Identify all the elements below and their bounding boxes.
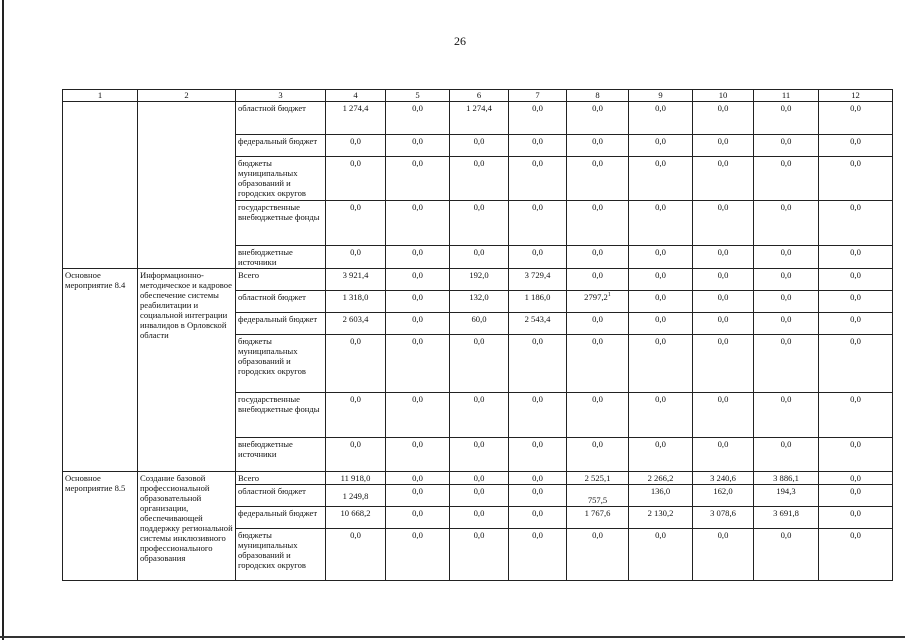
value-cell: 0,0: [450, 135, 509, 157]
value-cell: 60,0: [450, 313, 509, 335]
value-cell: 0,0: [819, 313, 893, 335]
value-cell: 0,0: [754, 246, 819, 269]
left-margin-rule: [2, 0, 4, 640]
value-cell: 0,0: [326, 246, 386, 269]
column-header: 5: [386, 90, 450, 102]
funding-source: Всего: [236, 472, 326, 485]
value-cell: 0,0: [386, 438, 450, 472]
value-cell: 0,0: [693, 102, 754, 135]
column-header: 6: [450, 90, 509, 102]
value-cell-footnoted: [567, 291, 629, 313]
funding-source: областной бюджет: [236, 102, 326, 135]
value-cell: 0,0: [754, 291, 819, 313]
value-cell: 0,0: [567, 313, 629, 335]
value-cell: 757,5: [567, 485, 629, 507]
event-description: Информационно-методическое и кадровое обеспечение системы реабилитации и социальной интеграции инвалидов в Орловской области: [138, 269, 236, 472]
value-cell: 0,0: [629, 269, 693, 291]
value-cell: 1 767,6: [567, 507, 629, 529]
value-cell: 0,0: [754, 313, 819, 335]
value-cell: 10 668,2: [326, 507, 386, 529]
value-cell: 0,0: [629, 438, 693, 472]
value-cell: 0,0: [754, 529, 819, 581]
value-cell: 0,0: [450, 485, 509, 507]
value-cell: 0,0: [509, 507, 567, 529]
column-header: 7: [509, 90, 567, 102]
value-cell: 0,0: [693, 313, 754, 335]
funding-source: областной бюджет: [236, 291, 326, 313]
value-cell: 0,0: [629, 335, 693, 393]
header-row: [63, 90, 893, 102]
column-header: 2: [138, 90, 236, 102]
value-cell: 3 078,6: [693, 507, 754, 529]
value-cell: 0,0: [629, 313, 693, 335]
value-cell: 2 525,1: [567, 472, 629, 485]
value-cell: 0,0: [819, 246, 893, 269]
value-cell: 0,0: [386, 472, 450, 485]
value-cell: 0,0: [509, 529, 567, 581]
value-cell: 0,0: [629, 157, 693, 201]
value-cell: 0,0: [386, 246, 450, 269]
value-cell: 0,0: [386, 291, 450, 313]
value-cell: 0,0: [386, 313, 450, 335]
value-cell: 0,0: [386, 335, 450, 393]
value-cell: 0,0: [326, 529, 386, 581]
value-cell: 0,0: [386, 135, 450, 157]
funding-source: областной бюджет: [236, 485, 326, 507]
value-cell: 0,0: [819, 472, 893, 485]
value-cell: 0,0: [450, 393, 509, 438]
column-header: 1: [63, 90, 138, 102]
value-cell: 0,0: [450, 335, 509, 393]
funding-source: внебюджетные источники: [236, 438, 326, 472]
value-cell: 136,0: [629, 485, 693, 507]
value-cell: 0,0: [567, 269, 629, 291]
value-cell: 0,0: [629, 291, 693, 313]
funding-source: бюджеты муниципальных образований и городских округов: [236, 335, 326, 393]
funding-source: бюджеты муниципальных образований и городских округов: [236, 529, 326, 581]
value-cell: 0,0: [509, 157, 567, 201]
value-cell: 0,0: [386, 157, 450, 201]
value-cell: 0,0: [693, 135, 754, 157]
value-cell: 0,0: [629, 529, 693, 581]
value-cell: 2 130,2: [629, 507, 693, 529]
value-cell: 0,0: [509, 135, 567, 157]
value-cell: 0,0: [326, 438, 386, 472]
value-cell: 0,0: [629, 135, 693, 157]
value-cell: 0,0: [326, 157, 386, 201]
funding-source: федеральный бюджет: [236, 507, 326, 529]
value-cell: 0,0: [819, 135, 893, 157]
value-cell: 162,0: [693, 485, 754, 507]
value-cell: 0,0: [754, 335, 819, 393]
value-cell: 0,0: [693, 529, 754, 581]
funding-source: федеральный бюджет: [236, 135, 326, 157]
footnote-mark: 1: [607, 292, 611, 299]
value-cell: 0,0: [754, 135, 819, 157]
value-cell: 0,0: [629, 201, 693, 246]
value-cell: 2 603,4: [326, 313, 386, 335]
value-cell: 0,0: [819, 507, 893, 529]
value-cell: 0,0: [386, 485, 450, 507]
column-header: 9: [629, 90, 693, 102]
column-header: 11: [754, 90, 819, 102]
column-header: 3: [236, 90, 326, 102]
value-cell: 0,0: [509, 335, 567, 393]
value-cell: 0,0: [693, 157, 754, 201]
table-row: [63, 269, 893, 291]
value-cell: 0,0: [693, 393, 754, 438]
value-cell: 0,0: [754, 157, 819, 201]
value-cell: 0,0: [509, 438, 567, 472]
value-cell: 0,0: [386, 393, 450, 438]
event-number: Основное мероприятие 8.5: [63, 472, 138, 581]
column-header: 8: [567, 90, 629, 102]
value-cell: 3 886,1: [754, 472, 819, 485]
value-cell: 0,0: [693, 438, 754, 472]
value-cell: 0,0: [754, 393, 819, 438]
value-cell: 0,0: [567, 102, 629, 135]
value-cell: 0,0: [819, 485, 893, 507]
column-header: 12: [819, 90, 893, 102]
value-cell: 0,0: [386, 102, 450, 135]
value-cell: 0,0: [629, 393, 693, 438]
value-cell: 192,0: [450, 269, 509, 291]
page-number: 26: [454, 34, 466, 48]
funding-table: [62, 89, 893, 581]
value-cell: 3 691,8: [754, 507, 819, 529]
value-cell: 0,0: [629, 246, 693, 269]
value-cell: 1 318,0: [326, 291, 386, 313]
event-cell-empty: [63, 102, 138, 269]
value-cell: 0,0: [693, 291, 754, 313]
value-cell: 0,0: [567, 393, 629, 438]
value-cell: 0,0: [754, 438, 819, 472]
value-cell: 0,0: [754, 102, 819, 135]
value-cell: 0,0: [567, 335, 629, 393]
funding-source: федеральный бюджет: [236, 313, 326, 335]
value-cell: 0,0: [509, 472, 567, 485]
value-cell: 0,0: [450, 201, 509, 246]
column-header: 4: [326, 90, 386, 102]
value-cell: 0,0: [326, 335, 386, 393]
value-cell: 0,0: [386, 201, 450, 246]
value-cell: 0,0: [754, 269, 819, 291]
value-cell: 0,0: [819, 201, 893, 246]
value-cell: 0,0: [509, 485, 567, 507]
funding-source: бюджеты муниципальных образований и городских округов: [236, 157, 326, 201]
event-number: Основное мероприятие 8.4: [63, 269, 138, 472]
value-cell: 0,0: [509, 201, 567, 246]
value-cell: 0,0: [567, 246, 629, 269]
funding-source: государственные внебюджетные фонды: [236, 201, 326, 246]
value-cell: 0,0: [567, 135, 629, 157]
value-cell: 0,0: [693, 246, 754, 269]
value-cell: 0,0: [386, 269, 450, 291]
value-cell: 0,0: [819, 335, 893, 393]
value-cell: 194,3: [754, 485, 819, 507]
value-cell: 0,0: [819, 291, 893, 313]
value-cell: 1 274,4: [326, 102, 386, 135]
funding-source: Всего: [236, 269, 326, 291]
value-cell: 1 249,8: [326, 485, 386, 507]
value-cell: 0,0: [819, 269, 893, 291]
bottom-edge-rule: [0, 636, 905, 638]
value-cell: 0,0: [693, 201, 754, 246]
value-cell: 3 240,6: [693, 472, 754, 485]
value-cell: 0,0: [629, 102, 693, 135]
value-cell: 3 921,4: [326, 269, 386, 291]
value-cell: 11 918,0: [326, 472, 386, 485]
value-cell: 0,0: [567, 529, 629, 581]
value-cell: 2 266,2: [629, 472, 693, 485]
value-cell: 0,0: [819, 438, 893, 472]
value-cell: 2 543,4: [509, 313, 567, 335]
value-cell: 3 729,4: [509, 269, 567, 291]
value-cell: 0,0: [509, 393, 567, 438]
value-cell: 0,0: [509, 246, 567, 269]
value-cell: 0,0: [450, 157, 509, 201]
value-cell: 0,0: [819, 529, 893, 581]
value-cell: 0,0: [450, 472, 509, 485]
value-text: 2797,2: [584, 292, 608, 302]
value-cell: 0,0: [509, 102, 567, 135]
value-cell: 0,0: [819, 393, 893, 438]
value-cell: 0,0: [326, 393, 386, 438]
funding-source: внебюджетные источники: [236, 246, 326, 269]
value-cell: 1 186,0: [509, 291, 567, 313]
value-cell: 0,0: [819, 157, 893, 201]
name-cell-empty: [138, 102, 236, 269]
value-cell: 0,0: [567, 438, 629, 472]
value-cell: 0,0: [386, 507, 450, 529]
value-cell: 0,0: [450, 438, 509, 472]
value-cell: 0,0: [386, 529, 450, 581]
value-cell: 0,0: [326, 201, 386, 246]
value-cell: 0,0: [450, 529, 509, 581]
column-header: 10: [693, 90, 754, 102]
value-cell: 0,0: [819, 102, 893, 135]
value-cell: 0,0: [567, 201, 629, 246]
value-cell: 132,0: [450, 291, 509, 313]
table-row: [63, 472, 893, 485]
event-description: Создание базовой профессиональной образовательной организации, обеспечивающей поддержку региональной системы инклюзивного профессионального образования: [138, 472, 236, 581]
value-cell: 0,0: [567, 157, 629, 201]
value-cell: 0,0: [450, 507, 509, 529]
table-row: [63, 102, 893, 135]
value-cell: 0,0: [326, 135, 386, 157]
value-cell: 0,0: [754, 201, 819, 246]
value-cell: 0,0: [693, 269, 754, 291]
value-cell: 0,0: [450, 246, 509, 269]
funding-source: государственные внебюджетные фонды: [236, 393, 326, 438]
value-cell: 1 274,4: [450, 102, 509, 135]
value-cell: 0,0: [693, 335, 754, 393]
